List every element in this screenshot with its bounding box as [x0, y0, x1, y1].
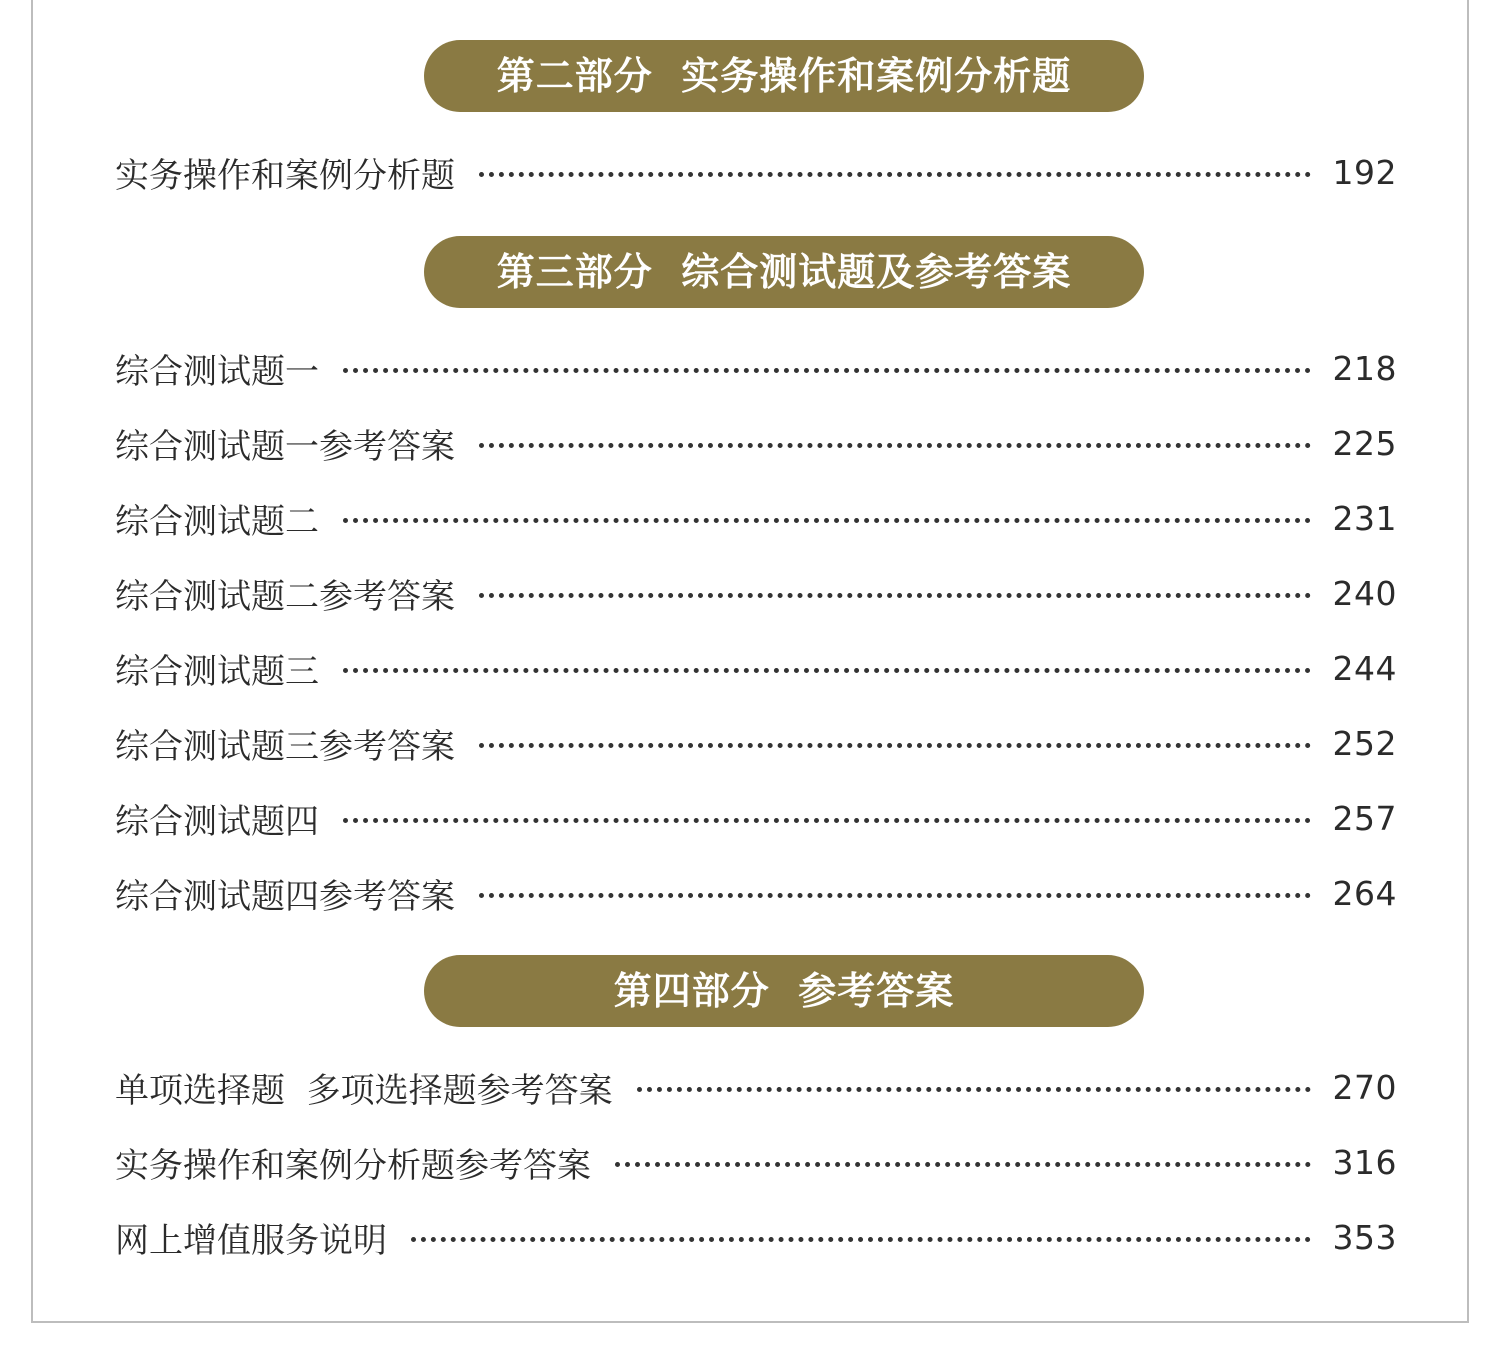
section-header-part-3: 第三部分 综合测试题及参考答案 — [424, 236, 1144, 308]
toc-entry-page: 225 — [1332, 423, 1397, 463]
toc-entry[interactable] — [115, 147, 1397, 197]
toc-entry-page: 192 — [1332, 152, 1397, 192]
section-header-part-2: 第二部分 实务操作和案例分析题 — [424, 40, 1144, 112]
toc-page-frame — [31, 0, 1469, 1323]
dot-leader — [479, 593, 1311, 598]
dot-leader — [479, 443, 1311, 448]
toc-entry-title: 综合测试题四参考答案 — [115, 876, 455, 917]
toc-entry-title: 综合测试题三 — [115, 651, 319, 692]
toc-entry[interactable] — [115, 1137, 1397, 1187]
dot-leader — [343, 518, 1311, 523]
toc-entry[interactable] — [115, 418, 1397, 468]
dot-leader — [637, 1087, 1311, 1092]
toc-entry-title: 综合测试题一参考答案 — [115, 426, 455, 467]
toc-entry-title: 实务操作和案例分析题 — [115, 155, 455, 196]
toc-entry[interactable] — [115, 1212, 1397, 1262]
toc-entry-title: 实务操作和案例分析题参考答案 — [115, 1145, 591, 1186]
dot-leader — [343, 668, 1311, 673]
dot-leader — [479, 893, 1311, 898]
toc-entry-title: 单项选择题 多项选择题参考答案 — [115, 1070, 613, 1111]
dot-leader — [479, 743, 1311, 748]
dot-leader — [411, 1237, 1311, 1242]
toc-entry[interactable] — [115, 643, 1397, 693]
toc-entry[interactable] — [115, 718, 1397, 768]
toc-entry-title: 网上增值服务说明 — [115, 1220, 387, 1261]
toc-entry-page: 218 — [1332, 348, 1397, 388]
toc-entry[interactable] — [115, 793, 1397, 843]
toc-entry-page: 257 — [1332, 798, 1397, 838]
toc-entry-page: 316 — [1332, 1142, 1397, 1182]
toc-entry-page: 353 — [1332, 1217, 1397, 1257]
toc-entry-page: 252 — [1332, 723, 1397, 763]
toc-entry-page: 231 — [1332, 498, 1397, 538]
toc-entry-page: 264 — [1332, 873, 1397, 913]
toc-entry[interactable] — [115, 568, 1397, 618]
dot-leader — [343, 818, 1311, 823]
dot-leader — [479, 172, 1311, 177]
toc-entry-page: 270 — [1332, 1067, 1397, 1107]
toc-entry-title: 综合测试题一 — [115, 351, 319, 392]
toc-entry-title: 综合测试题三参考答案 — [115, 726, 455, 767]
toc-entry[interactable] — [115, 493, 1397, 543]
toc-entry-title: 综合测试题二参考答案 — [115, 576, 455, 617]
toc-entry[interactable] — [115, 1062, 1397, 1112]
toc-entry-title: 综合测试题四 — [115, 801, 319, 842]
toc-entry-page: 240 — [1332, 573, 1397, 613]
toc-entry-title: 综合测试题二 — [115, 501, 319, 542]
toc-entry[interactable] — [115, 868, 1397, 918]
dot-leader — [343, 368, 1311, 373]
dot-leader — [615, 1162, 1311, 1167]
toc-entry-page: 244 — [1332, 648, 1397, 688]
section-header-part-4: 第四部分 参考答案 — [424, 955, 1144, 1027]
toc-entry[interactable] — [115, 343, 1397, 393]
